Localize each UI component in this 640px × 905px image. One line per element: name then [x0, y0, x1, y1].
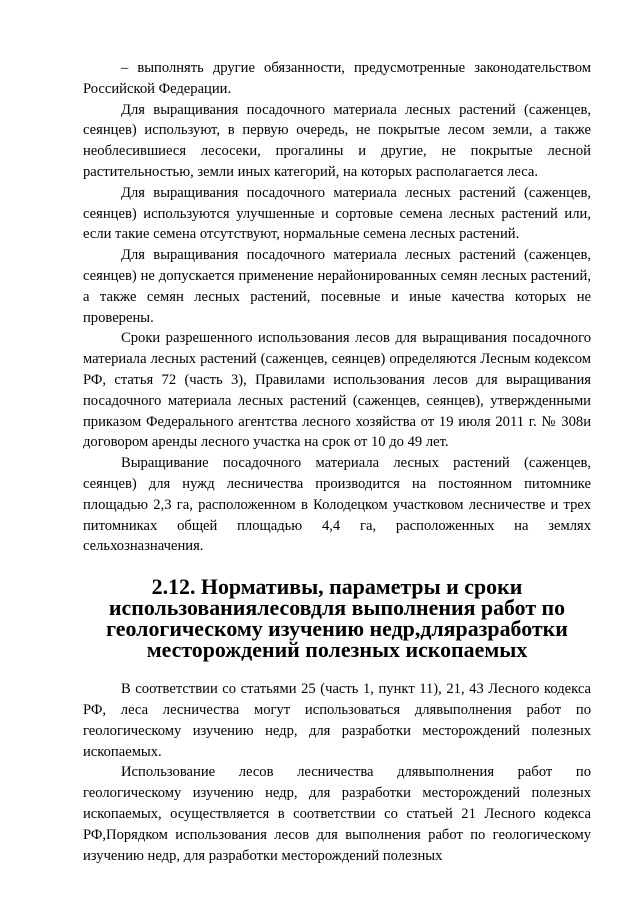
- document-page: [83, 58, 591, 866]
- paragraph-geology-usage: Использование лесов лесничества длявыполнения работ по геологическому изучению недр, для разработки месторождений полезных ископаемых, осуществляется в соответствии со статьей 21 Лесного кодекса РФ,Порядком использования лесов для выполнения работ по геологическому изучению недр, для разработки месторождений полезных: [83, 764, 591, 864]
- paragraph-lands-for-nursery: Для выращивания посадочного материала лесных растений (саженцев, сеянцев) используют, в первую очередь, не покрытые лесом земли, а также необлесившиеся лесосеки, прогалины и другие, не покрытые лесной растительностью, земли иных категорий, на которых располагается леса.: [83, 101, 591, 180]
- paragraph-nursery-area: Выращивание посадочного материала лесных растений (саженцев, сеянцев) для нужд лесничества производится на постоянном питомнике площадью 2,3 га, расположенном в Колодецком участковом лесничестве и трех питомниках общей площадью 4,4 га, расположенных на землях сельхозназначения.: [83, 455, 591, 555]
- paragraph-unzoned-seeds: Для выращивания посадочного материала лесных растений (саженцев, сеянцев) не допускается применение нерайонированных семян лесных растений, а также семян лесных растений, посевные и иные качества которых не проверены.: [83, 247, 591, 326]
- paragraph-forest-code-articles: В соответствии со статьями 25 (часть 1, пункт 11), 21, 43 Лесного кодекса РФ, леса лесничества могут использоваться длявыполнения работ по геологическому изучению недр, для разработки месторождений полезных ископаемых.: [83, 681, 591, 760]
- paragraph-usage-terms: Сроки разрешенного использования лесов для выращивания посадочного материала лесных растений (саженцев, сеянцев) определяются Лесным кодексом РФ, статья 72 (часть 3), Правилами использования лесов для выращивания посадочного материала лесных растений (саженцев, сеянцев), утвержденными приказом Федерального агентства лесного хозяйства от 19 июля 2011 г. № 308и договором аренды лесного участка на срок от 10 до 49 лет.: [83, 330, 591, 451]
- paragraph-improved-seeds: Для выращивания посадочного материала лесных растений (саженцев, сеянцев) используются улучшенные и сортовые семена лесных растений или, если такие семена отсутствуют, нормальные семена лесных растений.: [83, 184, 591, 243]
- section-heading-2-12: 2.12. Нормативы, параметры и сроки использованиялесовдля выполнения работ по геологическому изучению недр,дляразработки месторождений полезных ископаемых: [106, 574, 568, 663]
- paragraph-duties: – выполнять другие обязанности, предусмотренные законодательством Российской Федерации.: [83, 60, 591, 97]
